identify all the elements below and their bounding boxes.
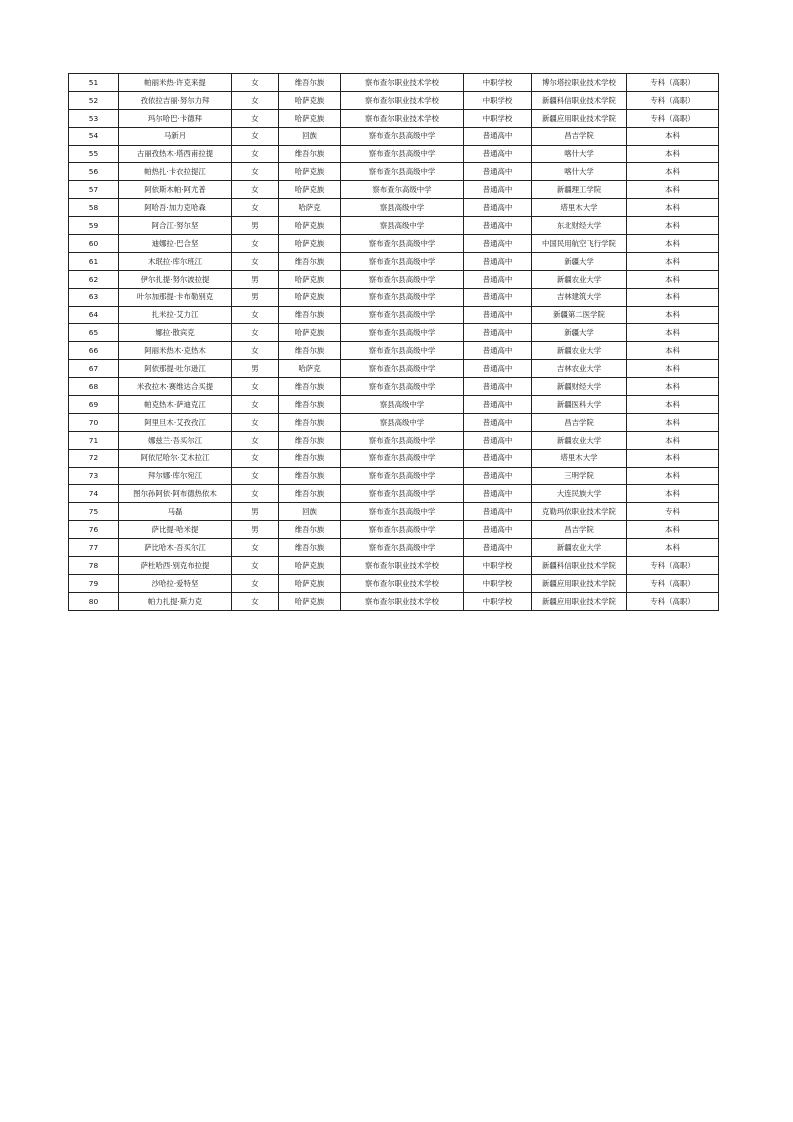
table-row — [69, 252, 719, 270]
cell-school: 察布查尔县高级中学 — [341, 235, 464, 253]
table-row — [69, 574, 719, 592]
cell-number: 79 — [69, 574, 119, 592]
cell-number: 53 — [69, 109, 119, 127]
cell-school: 察布查尔县高级中学 — [341, 306, 464, 324]
cell-name: 帕热扎·卡衣拉提江 — [119, 163, 232, 181]
cell-college: 喀什大学 — [532, 145, 627, 163]
cell-name: 帕克热木·萨迪克江 — [119, 396, 232, 414]
cell-school: 察布查尔县高级中学 — [341, 521, 464, 539]
cell-number: 70 — [69, 413, 119, 431]
cell-school-type: 普通高中 — [464, 181, 532, 199]
cell-level: 本科 — [627, 163, 719, 181]
cell-gender: 女 — [232, 592, 279, 610]
cell-ethnicity: 哈萨克族 — [279, 181, 341, 199]
table-row — [69, 324, 719, 342]
cell-school-type: 普通高中 — [464, 431, 532, 449]
cell-number: 62 — [69, 270, 119, 288]
cell-school-type: 普通高中 — [464, 467, 532, 485]
cell-school-type: 普通高中 — [464, 252, 532, 270]
cell-school: 察县高级中学 — [341, 396, 464, 414]
cell-school: 察布查尔县高级中学 — [341, 467, 464, 485]
cell-school-type: 普通高中 — [464, 199, 532, 217]
cell-level: 本科 — [627, 413, 719, 431]
cell-ethnicity: 哈萨克族 — [279, 91, 341, 109]
cell-name: 迪娜拉·巴合坚 — [119, 235, 232, 253]
cell-school-type: 普通高中 — [464, 396, 532, 414]
cell-name: 阿依尼哈尔·艾木拉江 — [119, 449, 232, 467]
cell-school: 察布查尔职业技术学校 — [341, 74, 464, 92]
document-sheet — [68, 73, 719, 611]
cell-number: 67 — [69, 360, 119, 378]
cell-ethnicity: 哈萨克族 — [279, 574, 341, 592]
cell-level: 专科（高职） — [627, 74, 719, 92]
table-row — [69, 503, 719, 521]
cell-name: 孜依拉吉丽·努尔力拜 — [119, 91, 232, 109]
cell-ethnicity: 维吾尔族 — [279, 306, 341, 324]
cell-gender: 女 — [232, 181, 279, 199]
cell-college: 吉林建筑大学 — [532, 288, 627, 306]
cell-ethnicity: 维吾尔族 — [279, 485, 341, 503]
table-row — [69, 342, 719, 360]
cell-gender: 女 — [232, 467, 279, 485]
table-row — [69, 181, 719, 199]
cell-name: 阿丽米热木·克热木 — [119, 342, 232, 360]
table-row — [69, 74, 719, 92]
cell-gender: 男 — [232, 360, 279, 378]
cell-school: 察布查尔职业技术学校 — [341, 557, 464, 575]
cell-school-type: 普通高中 — [464, 145, 532, 163]
cell-number: 54 — [69, 127, 119, 145]
table-row — [69, 557, 719, 575]
cell-number: 66 — [69, 342, 119, 360]
cell-level: 本科 — [627, 145, 719, 163]
cell-name: 娜拉·散宾克 — [119, 324, 232, 342]
cell-name: 阿依斯木帕·阿尤普 — [119, 181, 232, 199]
cell-number: 55 — [69, 145, 119, 163]
cell-gender: 男 — [232, 217, 279, 235]
cell-level: 本科 — [627, 324, 719, 342]
table-row — [69, 396, 719, 414]
cell-name: 米孜拉木·赛维达合买提 — [119, 378, 232, 396]
cell-gender: 女 — [232, 109, 279, 127]
cell-ethnicity: 维吾尔族 — [279, 74, 341, 92]
cell-gender: 女 — [232, 235, 279, 253]
cell-school: 察布查尔县高级中学 — [341, 252, 464, 270]
cell-school: 察布查尔高级中学 — [341, 181, 464, 199]
cell-ethnicity: 维吾尔族 — [279, 449, 341, 467]
cell-school: 察布查尔县高级中学 — [341, 163, 464, 181]
cell-college: 昌吉学院 — [532, 521, 627, 539]
cell-name: 萨杜哈西·别克布拉提 — [119, 557, 232, 575]
cell-number: 60 — [69, 235, 119, 253]
cell-level: 本科 — [627, 217, 719, 235]
cell-ethnicity: 维吾尔族 — [279, 396, 341, 414]
cell-ethnicity: 哈萨克 — [279, 199, 341, 217]
cell-school: 察布查尔县高级中学 — [341, 288, 464, 306]
cell-name: 玛尔哈巴·卡德拜 — [119, 109, 232, 127]
cell-college: 克勒玛依职业技术学院 — [532, 503, 627, 521]
cell-level: 本科 — [627, 449, 719, 467]
cell-gender: 女 — [232, 378, 279, 396]
cell-ethnicity: 回族 — [279, 127, 341, 145]
cell-school-type: 普通高中 — [464, 270, 532, 288]
cell-number: 75 — [69, 503, 119, 521]
cell-college: 新疆农业大学 — [532, 270, 627, 288]
cell-ethnicity: 维吾尔族 — [279, 521, 341, 539]
cell-level: 本科 — [627, 467, 719, 485]
cell-college: 新疆财经大学 — [532, 378, 627, 396]
table-row — [69, 288, 719, 306]
cell-number: 59 — [69, 217, 119, 235]
cell-ethnicity: 哈萨克族 — [279, 217, 341, 235]
cell-ethnicity: 哈萨克族 — [279, 270, 341, 288]
cell-school-type: 普通高中 — [464, 378, 532, 396]
cell-college: 新疆应用职业技术学院 — [532, 109, 627, 127]
cell-school-type: 普通高中 — [464, 235, 532, 253]
cell-ethnicity: 维吾尔族 — [279, 467, 341, 485]
cell-level: 本科 — [627, 521, 719, 539]
cell-school-type: 中职学校 — [464, 574, 532, 592]
cell-school-type: 中职学校 — [464, 557, 532, 575]
cell-gender: 男 — [232, 288, 279, 306]
cell-ethnicity: 哈萨克族 — [279, 592, 341, 610]
cell-number: 74 — [69, 485, 119, 503]
cell-number: 58 — [69, 199, 119, 217]
cell-ethnicity: 维吾尔族 — [279, 342, 341, 360]
cell-level: 本科 — [627, 342, 719, 360]
cell-level: 专科（高职） — [627, 592, 719, 610]
cell-number: 64 — [69, 306, 119, 324]
cell-college: 新疆农业大学 — [532, 342, 627, 360]
cell-school-type: 中职学校 — [464, 91, 532, 109]
cell-gender: 女 — [232, 163, 279, 181]
cell-ethnicity: 哈萨克 — [279, 360, 341, 378]
cell-school-type: 普通高中 — [464, 360, 532, 378]
cell-college: 新疆应用职业技术学院 — [532, 592, 627, 610]
cell-name: 帕丽米热·许克来提 — [119, 74, 232, 92]
table-row — [69, 306, 719, 324]
cell-school-type: 中职学校 — [464, 592, 532, 610]
table-row — [69, 217, 719, 235]
table-row — [69, 127, 719, 145]
table-row — [69, 485, 719, 503]
cell-college: 喀什大学 — [532, 163, 627, 181]
cell-school: 察布查尔县高级中学 — [341, 539, 464, 557]
cell-gender: 男 — [232, 270, 279, 288]
cell-level: 本科 — [627, 127, 719, 145]
cell-name: 阿合江·努尔坚 — [119, 217, 232, 235]
cell-level: 本科 — [627, 199, 719, 217]
cell-gender: 女 — [232, 449, 279, 467]
cell-school: 察布查尔县高级中学 — [341, 342, 464, 360]
cell-level: 专科 — [627, 503, 719, 521]
cell-ethnicity: 哈萨克族 — [279, 109, 341, 127]
cell-gender: 女 — [232, 324, 279, 342]
cell-college: 三明学院 — [532, 467, 627, 485]
cell-name: 拜尔娜·库尔宛江 — [119, 467, 232, 485]
cell-name: 沙哈拉·爱特坚 — [119, 574, 232, 592]
cell-gender: 女 — [232, 252, 279, 270]
cell-gender: 女 — [232, 145, 279, 163]
cell-name: 古丽孜热木·塔西甫拉提 — [119, 145, 232, 163]
cell-ethnicity: 维吾尔族 — [279, 145, 341, 163]
cell-college: 新疆大学 — [532, 324, 627, 342]
cell-number: 57 — [69, 181, 119, 199]
cell-name: 阿依那提·吐尔逊江 — [119, 360, 232, 378]
cell-school: 察布查尔县高级中学 — [341, 449, 464, 467]
cell-college: 昌吉学院 — [532, 413, 627, 431]
cell-ethnicity: 维吾尔族 — [279, 431, 341, 449]
cell-school-type: 普通高中 — [464, 324, 532, 342]
cell-college: 塔里木大学 — [532, 449, 627, 467]
table-row — [69, 145, 719, 163]
cell-level: 本科 — [627, 235, 719, 253]
cell-school-type: 中职学校 — [464, 109, 532, 127]
cell-name: 阿哈吾·加力克哈森 — [119, 199, 232, 217]
cell-name: 叶尔加那提·卡布勒别克 — [119, 288, 232, 306]
cell-level: 本科 — [627, 485, 719, 503]
table-row — [69, 431, 719, 449]
cell-name: 马新月 — [119, 127, 232, 145]
cell-level: 本科 — [627, 360, 719, 378]
cell-gender: 女 — [232, 413, 279, 431]
table-row — [69, 270, 719, 288]
cell-number: 72 — [69, 449, 119, 467]
cell-school-type: 普通高中 — [464, 217, 532, 235]
cell-school-type: 普通高中 — [464, 127, 532, 145]
cell-college: 新疆科信职业技术学院 — [532, 91, 627, 109]
cell-school: 察布查尔职业技术学校 — [341, 574, 464, 592]
cell-school: 察布查尔职业技术学校 — [341, 592, 464, 610]
cell-gender: 女 — [232, 539, 279, 557]
cell-gender: 女 — [232, 91, 279, 109]
cell-school: 察布查尔县高级中学 — [341, 324, 464, 342]
cell-ethnicity: 维吾尔族 — [279, 252, 341, 270]
cell-school: 察布查尔县高级中学 — [341, 360, 464, 378]
cell-number: 68 — [69, 378, 119, 396]
cell-level: 本科 — [627, 181, 719, 199]
cell-school-type: 普通高中 — [464, 485, 532, 503]
cell-level: 专科（高职） — [627, 91, 719, 109]
cell-college: 博尔塔拉职业技术学校 — [532, 74, 627, 92]
cell-gender: 女 — [232, 199, 279, 217]
cell-number: 78 — [69, 557, 119, 575]
cell-school-type: 普通高中 — [464, 503, 532, 521]
cell-college: 新疆第二医学院 — [532, 306, 627, 324]
cell-number: 73 — [69, 467, 119, 485]
cell-gender: 女 — [232, 342, 279, 360]
cell-ethnicity: 哈萨克族 — [279, 324, 341, 342]
cell-school: 察县高级中学 — [341, 217, 464, 235]
cell-name: 娜兹兰·吾买尔江 — [119, 431, 232, 449]
cell-name: 萨比哈木·吾买尔江 — [119, 539, 232, 557]
cell-gender: 女 — [232, 574, 279, 592]
cell-level: 本科 — [627, 431, 719, 449]
cell-level: 本科 — [627, 252, 719, 270]
cell-school: 察布查尔县高级中学 — [341, 485, 464, 503]
cell-college: 新疆大学 — [532, 252, 627, 270]
cell-number: 65 — [69, 324, 119, 342]
cell-school: 察布查尔县高级中学 — [341, 145, 464, 163]
roster-body — [69, 74, 719, 611]
cell-school-type: 中职学校 — [464, 74, 532, 92]
cell-ethnicity: 维吾尔族 — [279, 413, 341, 431]
cell-ethnicity: 哈萨克族 — [279, 163, 341, 181]
cell-college: 新疆农业大学 — [532, 539, 627, 557]
table-row — [69, 467, 719, 485]
cell-school: 察布查尔县高级中学 — [341, 378, 464, 396]
cell-ethnicity: 维吾尔族 — [279, 378, 341, 396]
student-roster-table — [68, 73, 719, 611]
cell-number: 52 — [69, 91, 119, 109]
cell-name: 扎米拉·艾力江 — [119, 306, 232, 324]
cell-gender: 女 — [232, 557, 279, 575]
cell-gender: 女 — [232, 306, 279, 324]
cell-college: 大连民族大学 — [532, 485, 627, 503]
cell-level: 本科 — [627, 270, 719, 288]
cell-school-type: 普通高中 — [464, 539, 532, 557]
table-row — [69, 539, 719, 557]
cell-school-type: 普通高中 — [464, 163, 532, 181]
cell-ethnicity: 维吾尔族 — [279, 539, 341, 557]
table-row — [69, 592, 719, 610]
cell-name: 阿里旦木·艾孜孜江 — [119, 413, 232, 431]
cell-school-type: 普通高中 — [464, 413, 532, 431]
cell-level: 本科 — [627, 306, 719, 324]
cell-name: 马磊 — [119, 503, 232, 521]
table-row — [69, 449, 719, 467]
table-row — [69, 163, 719, 181]
table-row — [69, 521, 719, 539]
cell-school: 察布查尔县高级中学 — [341, 127, 464, 145]
cell-name: 木珉拉·库尔班江 — [119, 252, 232, 270]
cell-college: 新疆医科大学 — [532, 396, 627, 414]
cell-school: 察布查尔县高级中学 — [341, 431, 464, 449]
cell-number: 63 — [69, 288, 119, 306]
cell-school-type: 普通高中 — [464, 288, 532, 306]
cell-number: 56 — [69, 163, 119, 181]
cell-level: 专科（高职） — [627, 557, 719, 575]
cell-college: 塔里木大学 — [532, 199, 627, 217]
cell-school-type: 普通高中 — [464, 342, 532, 360]
cell-college: 吉林农业大学 — [532, 360, 627, 378]
cell-number: 77 — [69, 539, 119, 557]
table-row — [69, 109, 719, 127]
cell-level: 专科（高职） — [627, 574, 719, 592]
cell-college: 东北财经大学 — [532, 217, 627, 235]
cell-ethnicity: 哈萨克族 — [279, 557, 341, 575]
cell-school-type: 普通高中 — [464, 521, 532, 539]
cell-college: 新疆农业大学 — [532, 431, 627, 449]
cell-number: 61 — [69, 252, 119, 270]
cell-gender: 女 — [232, 127, 279, 145]
cell-school: 察县高级中学 — [341, 413, 464, 431]
cell-level: 本科 — [627, 378, 719, 396]
cell-school: 察布查尔职业技术学校 — [341, 109, 464, 127]
cell-gender: 女 — [232, 396, 279, 414]
cell-school-type: 普通高中 — [464, 449, 532, 467]
table-row — [69, 360, 719, 378]
cell-number: 71 — [69, 431, 119, 449]
cell-gender: 女 — [232, 485, 279, 503]
cell-name: 伊尔扎提·努尔波拉提 — [119, 270, 232, 288]
cell-ethnicity: 哈萨克族 — [279, 288, 341, 306]
cell-gender: 男 — [232, 503, 279, 521]
cell-college: 中国民用航空飞行学院 — [532, 235, 627, 253]
cell-gender: 男 — [232, 521, 279, 539]
cell-number: 80 — [69, 592, 119, 610]
cell-school: 察布查尔职业技术学校 — [341, 91, 464, 109]
cell-gender: 女 — [232, 74, 279, 92]
cell-name: 萨比提·哈米提 — [119, 521, 232, 539]
cell-ethnicity: 回族 — [279, 503, 341, 521]
cell-school-type: 普通高中 — [464, 306, 532, 324]
cell-gender: 女 — [232, 431, 279, 449]
cell-number: 69 — [69, 396, 119, 414]
cell-level: 本科 — [627, 539, 719, 557]
cell-school: 察布查尔县高级中学 — [341, 503, 464, 521]
table-row — [69, 378, 719, 396]
cell-number: 51 — [69, 74, 119, 92]
cell-college: 新疆科信职业技术学院 — [532, 557, 627, 575]
cell-college: 昌吉学院 — [532, 127, 627, 145]
cell-level: 本科 — [627, 288, 719, 306]
table-row — [69, 199, 719, 217]
table-row — [69, 413, 719, 431]
cell-number: 76 — [69, 521, 119, 539]
cell-level: 专科（高职） — [627, 109, 719, 127]
cell-school: 察布查尔县高级中学 — [341, 270, 464, 288]
cell-college: 新疆理工学院 — [532, 181, 627, 199]
cell-name: 图尔孙阿依·阿布德热依木 — [119, 485, 232, 503]
cell-level: 本科 — [627, 396, 719, 414]
cell-college: 新疆应用职业技术学院 — [532, 574, 627, 592]
cell-ethnicity: 哈萨克族 — [279, 235, 341, 253]
table-row — [69, 91, 719, 109]
table-row — [69, 235, 719, 253]
cell-name: 帕力扎提·斯力克 — [119, 592, 232, 610]
cell-school: 察县高级中学 — [341, 199, 464, 217]
